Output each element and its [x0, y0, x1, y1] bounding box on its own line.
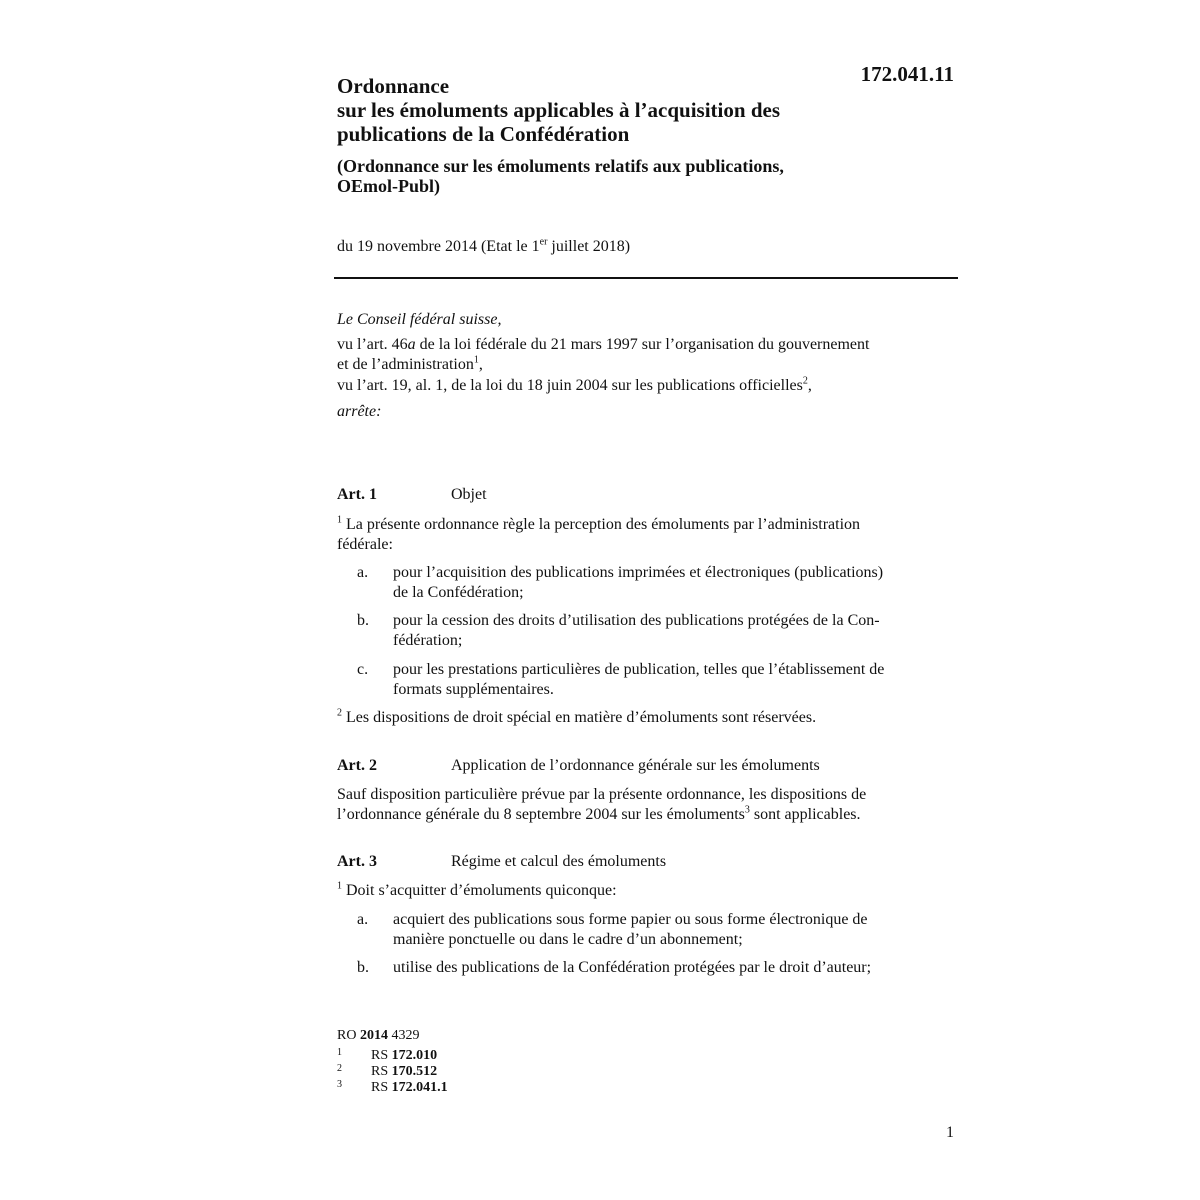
article-3-paragraph-1: $^1$ Doit s’acquitter d’émoluments quiconque:	[337, 880, 617, 899]
footnote-ref[interactable]: 1	[473, 354, 479, 366]
footnote-link[interactable]: 172.041.1	[391, 1080, 448, 1095]
footnote-link[interactable]: 172.010	[391, 1048, 438, 1063]
article-1-heading	[337, 486, 487, 504]
paragraph-number: 1	[337, 514, 342, 526]
document-subtitle	[337, 156, 957, 196]
article-3-heading	[337, 853, 666, 871]
article-number: Art. 1	[337, 486, 377, 503]
sr-number: 172.041.11	[860, 62, 954, 86]
footnote-ref[interactable]: 2	[802, 375, 808, 387]
article-number: Art. 2	[337, 757, 377, 774]
article-1-paragraph-2: $^2$ Les dispositions de droit spécial en matière d’émoluments sont réservées.	[337, 707, 817, 726]
title-line: sur les émoluments applicables à l’acquisition des	[337, 98, 780, 122]
list-item: b. utilise des publications de la Confédération protégées par le droit d’auteur;	[357, 959, 872, 976]
title-line: publications de la Confédération	[337, 122, 630, 146]
paragraph-number: 1	[337, 880, 342, 892]
footnote-link[interactable]: 170.512	[391, 1064, 438, 1079]
page-number: 1	[946, 1124, 954, 1141]
header-divider	[334, 277, 958, 279]
preamble-vu-2: vu l’art. 19, al. 1, de la loi du 18 juin 2004 sur les publications officielles$^2$,	[337, 375, 812, 394]
footnote-ref[interactable]: 3	[744, 804, 750, 816]
preamble-decree: arrête:	[337, 403, 382, 420]
list-item: a. acquiert des publications sous forme papier ou sous forme électronique de manière ponctuelle ou dans le cadre d’un abonnement;	[357, 911, 868, 948]
subtitle-line: OEmol-Publ)	[337, 176, 441, 196]
official-compilation-ref: RO 2014 4329	[337, 1028, 420, 1043]
preamble-vu-1: vu l’art. 46a de la loi fédérale du 21 mars 1997 sur l’organisation du gouvernement et de l’administration$^1$,	[337, 336, 870, 373]
subtitle-line: (Ordonnance sur les émoluments relatifs aux publications,	[337, 156, 784, 176]
preamble-authority: Le Conseil fédéral suisse,	[337, 311, 502, 328]
list-item: a. pour l’acquisition des publications imprimées et électroniques (publications) de la Confédération;	[357, 564, 884, 601]
article-number: Art. 3	[337, 853, 377, 870]
document-page: 172.041.11 Ordonnance sur les émoluments applicables à l’acquisition des publications de la Confédération (Ordonnance sur les émoluments relatifs aux publications, OEmol-Publ) du 19 novembre 2014 (Etat le 1er juillet 2018) Le Conseil fédéral suisse, vu l’art. 46a de la loi fédérale du 21 mars 1997 sur l’organisation du gouvernement et de l’administration$^1$, vu l’art. 19, al. 1, de la loi du 18 juin 2004 sur les publications officielles$^2$, arrête: Art. 1 Objet $^1$ La présente ordonnance règle la perception des émoluments par l’administration fédérale: a. pour l’acquisition des publications imprimées et électroniques (publications) de la Confédération; b. pour la cession des droits d’utilisation des publications protégées de la Con- fédération; c. pour les prestations particulières de publication, telles que l’établissement de formats supplémentaires. $^2$ Les dispositions de droit spécial en matière d’émoluments sont réservées. Art. 2 Application de l’ordonnance générale sur les émoluments Sauf disposition particulière prévue par la présente ordonnance, les dispositions de l’ordonnance générale du 8 septembre 2004 sur les émoluments$^3$ sont applicables. Art. 3 Régime et calcul des émoluments $^1$ Doit s’acquitter d’émoluments quiconque: a. acquiert des publications sous forme papier ou sous forme électronique de manière ponctuelle ou dans le cadre d’un abonnement; b. utilise des publications de la Confédération protégées par le droit d’auteur; RO 2014 4329 1 RS 172.010 2 RS 170.512 3 RS 172.041.1 1	[0, 0, 1200, 1200]
list-item: c. pour les prestations particulières de publication, telles que l’établissement de formats supplémentaires.	[357, 661, 885, 698]
title-line: Ordonnance	[337, 74, 450, 98]
list-item: b. pour la cession des droits d’utilisation des publications protégées de la Con- fédération;	[357, 612, 880, 649]
article-2-paragraph: Sauf disposition particulière prévue par la présente ordonnance, les dispositions de l’ordonnance générale du 8 septembre 2004 sur les émoluments$^3$ sont applicables.	[337, 786, 867, 823]
article-title: Régime et calcul des émoluments	[451, 853, 667, 870]
paragraph-number: 2	[337, 707, 342, 719]
article-2-heading	[337, 757, 820, 775]
document-title	[337, 74, 957, 146]
article-title: Objet	[451, 486, 487, 503]
article-title: Application de l’ordonnance générale sur les émoluments	[451, 757, 820, 774]
article-1-paragraph-1: $^1$ La présente ordonnance règle la perception des émoluments par l’administration fédérale:	[337, 514, 861, 553]
document-date: du 19 novembre 2014 (Etat le 1er juillet 2018)	[337, 236, 631, 255]
